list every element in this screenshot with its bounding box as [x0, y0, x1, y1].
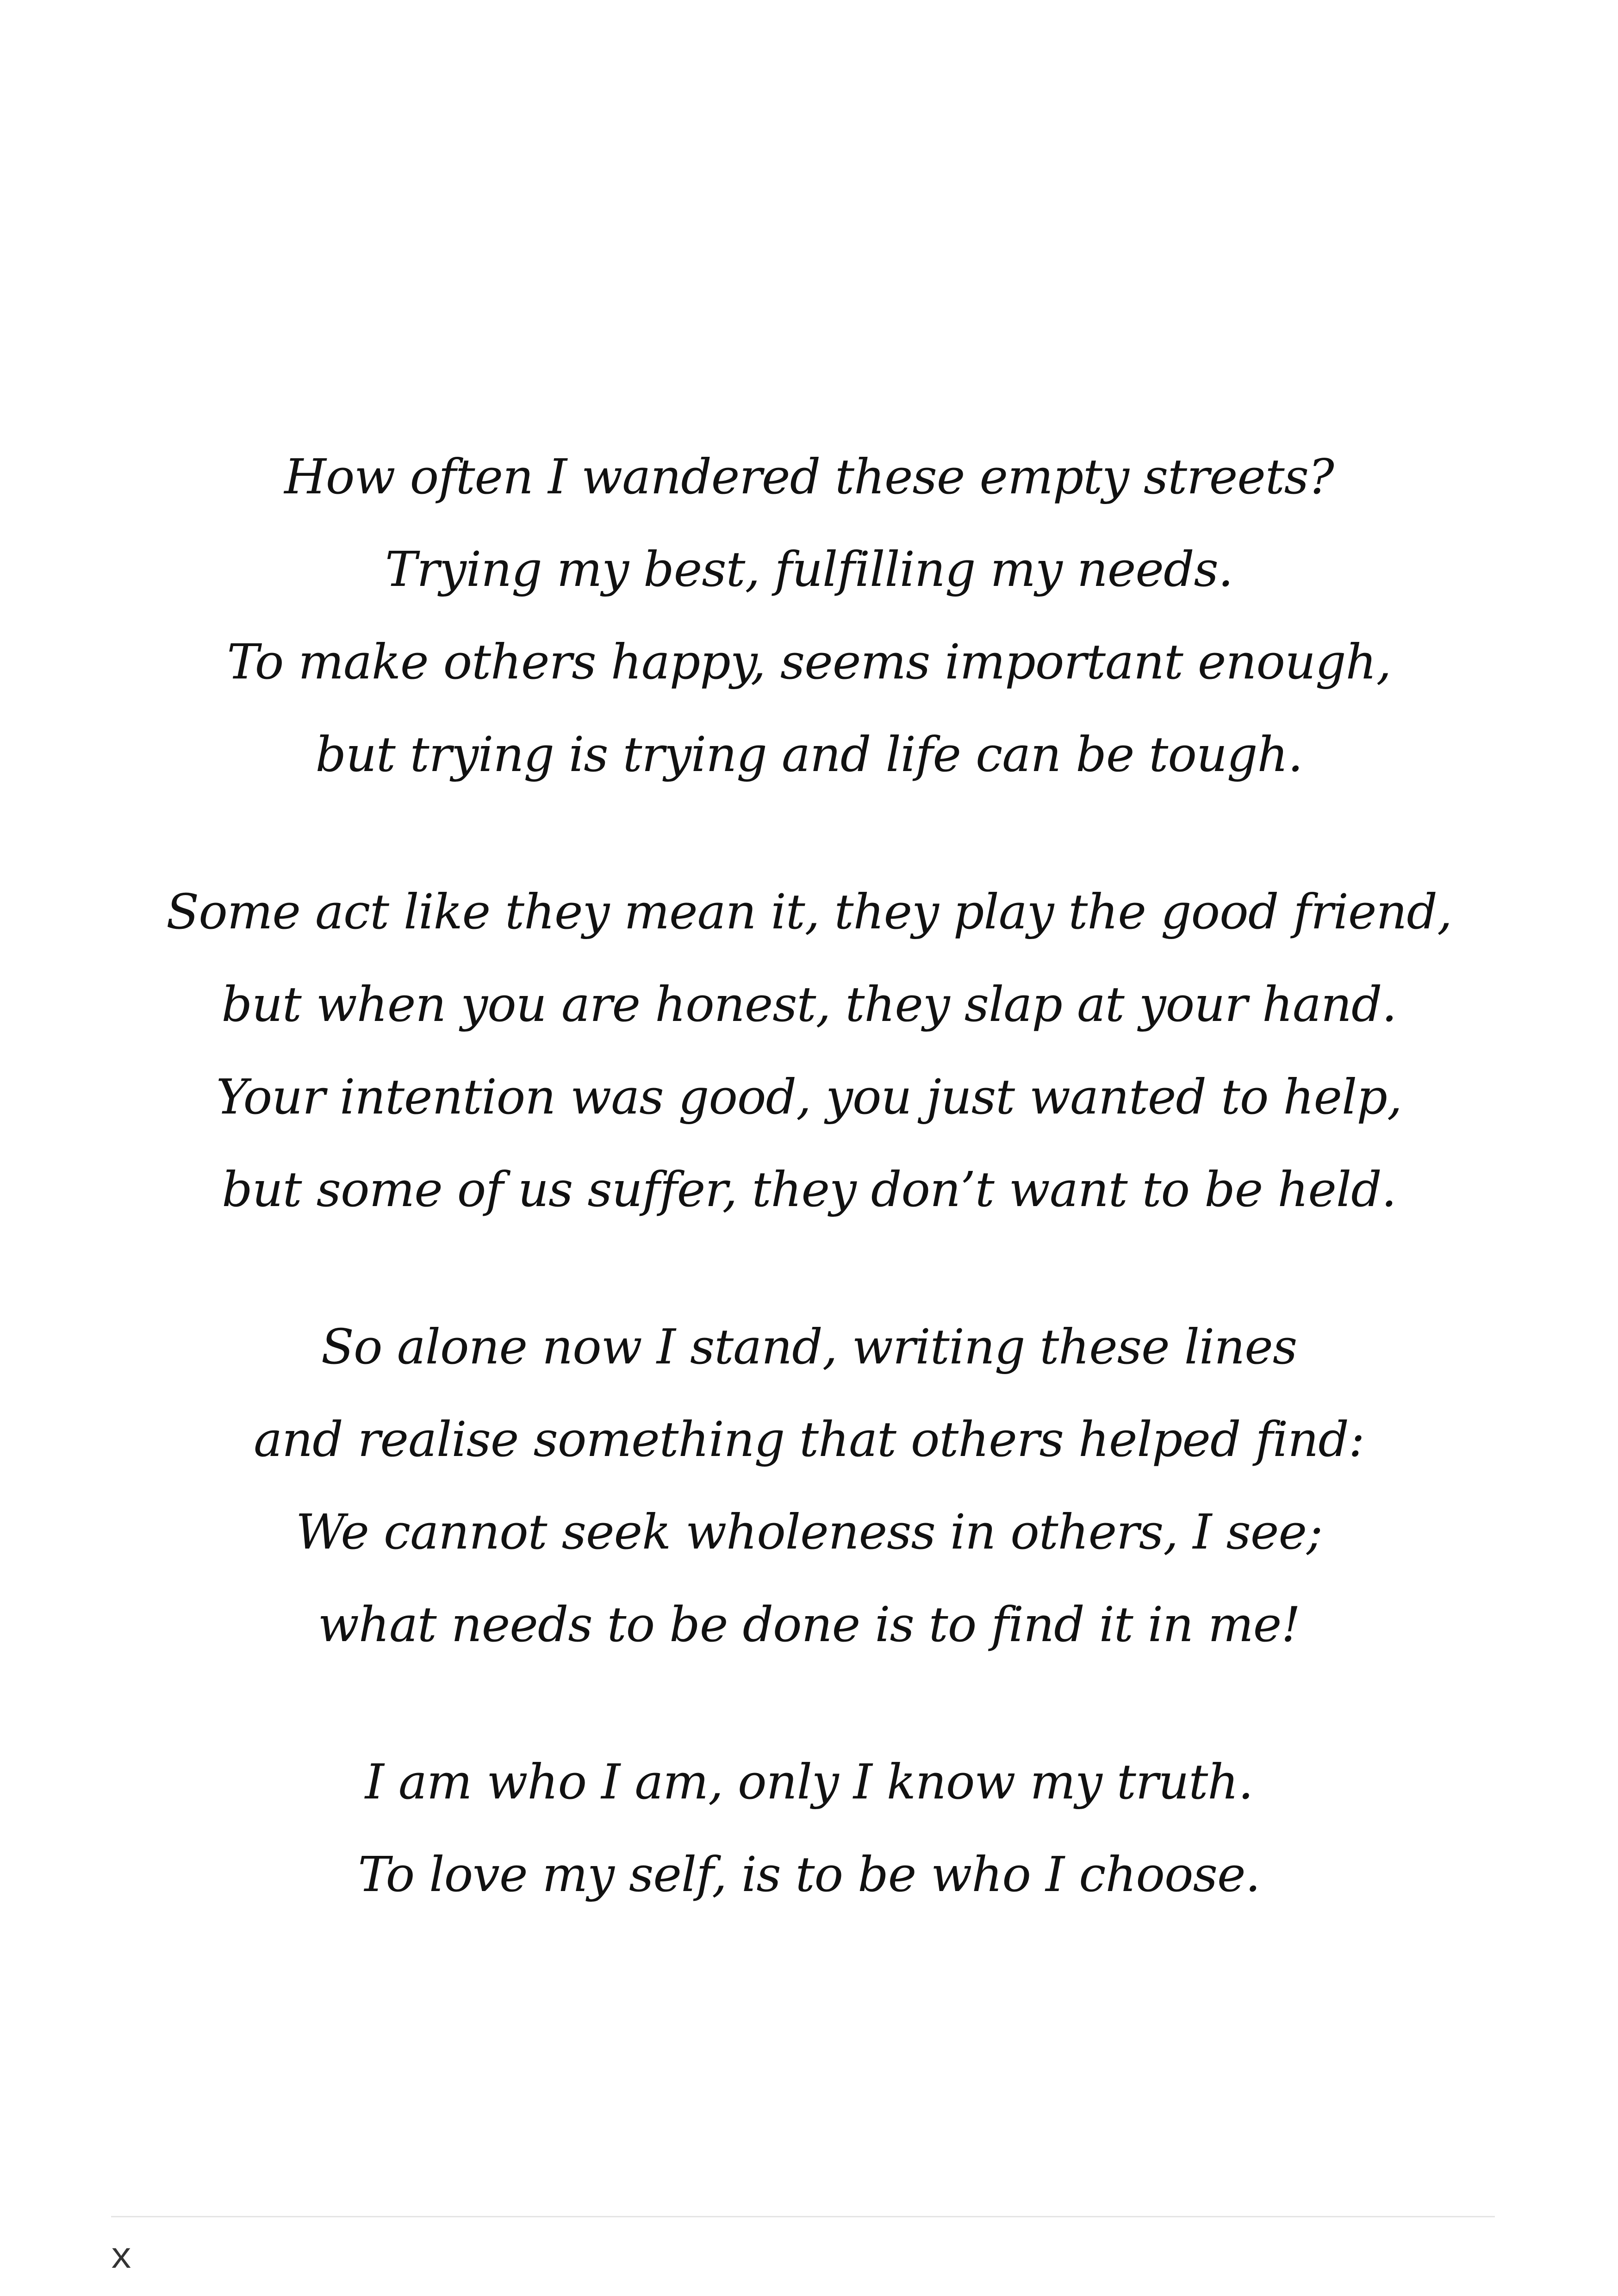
poem-line: Your intention was good, you just wanted to help, [216, 1069, 1402, 1125]
poem-line: We cannot seek wholeness in others, I see; [295, 1504, 1323, 1560]
stanza-3 [0, 1300, 1618, 1671]
poem-line: but trying is trying and life can be tough. [315, 726, 1303, 783]
footer-divider [111, 2216, 1495, 2217]
poem-line: To love my self, is to be who I choose. [358, 1846, 1260, 1903]
poem [0, 430, 1618, 1921]
stanza-4 [0, 1736, 1618, 1921]
poem-line: To make others happy, seems important enough, [227, 634, 1391, 690]
poem-line: and realise something that others helped find: [254, 1411, 1364, 1468]
poem-line: Trying my best, fulfilling my needs. [385, 541, 1233, 597]
poem-line: Some act like they mean it, they play the good friend, [166, 884, 1452, 940]
stanza-1 [0, 430, 1618, 801]
poem-line: So alone now I stand, writing these lines [321, 1319, 1297, 1375]
poem-line: but some of us suffer, they don’t want to be held. [222, 1161, 1396, 1218]
poem-line: but when you are honest, they slap at your hand. [221, 976, 1397, 1033]
poem-line: How often I wandered these empty streets? [284, 448, 1334, 505]
stanza-2 [0, 865, 1618, 1236]
poem-line: what needs to be done is to find it in me! [317, 1596, 1301, 1653]
page-number: x [110, 2237, 133, 2279]
poem-line: I am who I am, only I know my truth. [365, 1754, 1253, 1810]
